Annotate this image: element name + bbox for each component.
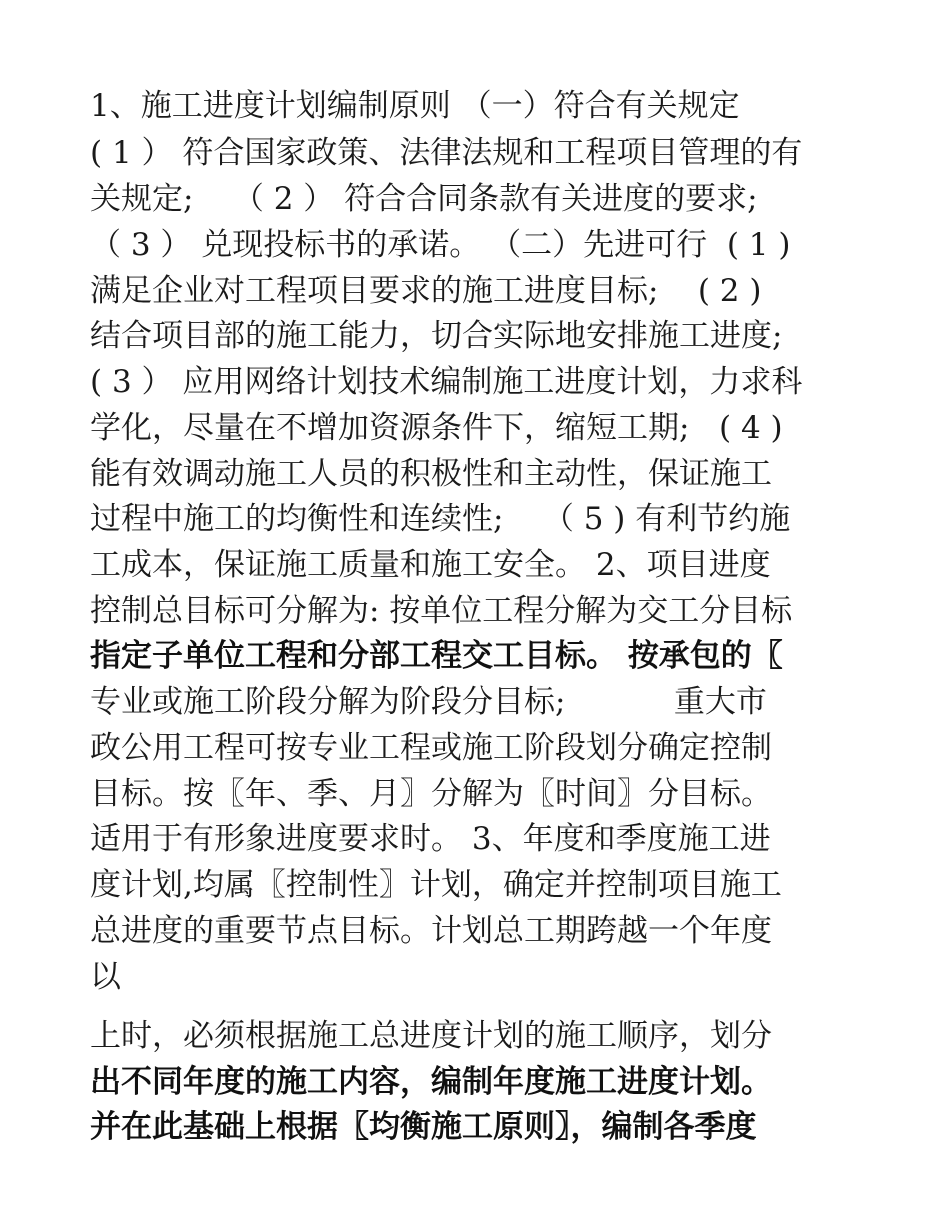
text-line: ( 3 ） 应用网络计划技术编制施工进度计划，力求科: [90, 364, 803, 400]
text-line: 目标。按〖年、季、月〗分解为〖时间〗分目标。: [90, 776, 772, 812]
text-line: 学化，尽量在不增加资源条件下，缩短工期; ( 4 ): [90, 410, 783, 446]
text-line: 1、施工进度计划编制原则 （一）符合有关规定: [90, 88, 740, 124]
text-line: 工成本，保证施工质量和施工安全。 2、项目进度: [90, 547, 771, 583]
text-line: 总进度的重要节点目标。计划总工期跨越一个年度: [90, 913, 772, 949]
text-line: 结合项目部的施工能力，切合实际地安排施工进度;: [90, 318, 783, 354]
text-line: 能有效调动施工人员的积极性和主动性，保证施工: [90, 456, 772, 492]
text-line: 满足企业对工程项目要求的施工进度目标; ( 2 ): [90, 273, 762, 309]
text-line: 出不同年度的施工内容，编制年度施工进度计划。: [90, 1064, 772, 1100]
text-line: 上时，必须根据施工总进度计划的施工顺序，划分: [90, 1018, 772, 1054]
text-line: ( 1 ） 符合国家政策、法律法规和工程项目管理的有: [90, 135, 803, 171]
text-line: 过程中施工的均衡性和连续性; （ 5 ) 有利节约施: [90, 501, 791, 537]
text-line: 度计划,均属〖控制性〗计划，确定并控制项目施工: [90, 867, 782, 903]
text-line: 专业或施工阶段分解为阶段分目标; 重大市: [90, 684, 767, 720]
text-line: （ 3 ） 兑现投标书的承诺。 （二）先进可行 ( 1 ): [90, 227, 791, 263]
text-line: 适用于有形象进度要求时。 3、年度和季度施工进: [90, 821, 771, 857]
text-line: 关规定; （ 2 ） 符合合同条款有关进度的要求;: [90, 181, 758, 217]
text-line: 并在此基础上根据〖均衡施工原则〗，编制各季度: [90, 1109, 757, 1145]
text-line: 政公用工程可按专业工程或施工阶段划分确定控制: [90, 730, 772, 766]
text-line: 控制总目标可分解为: 按单位工程分解为交工分目标: [90, 593, 793, 629]
text-line: 指定子单位工程和分部工程交工目标。 按承包的〖: [90, 638, 783, 674]
text-line: 以: [90, 959, 121, 995]
